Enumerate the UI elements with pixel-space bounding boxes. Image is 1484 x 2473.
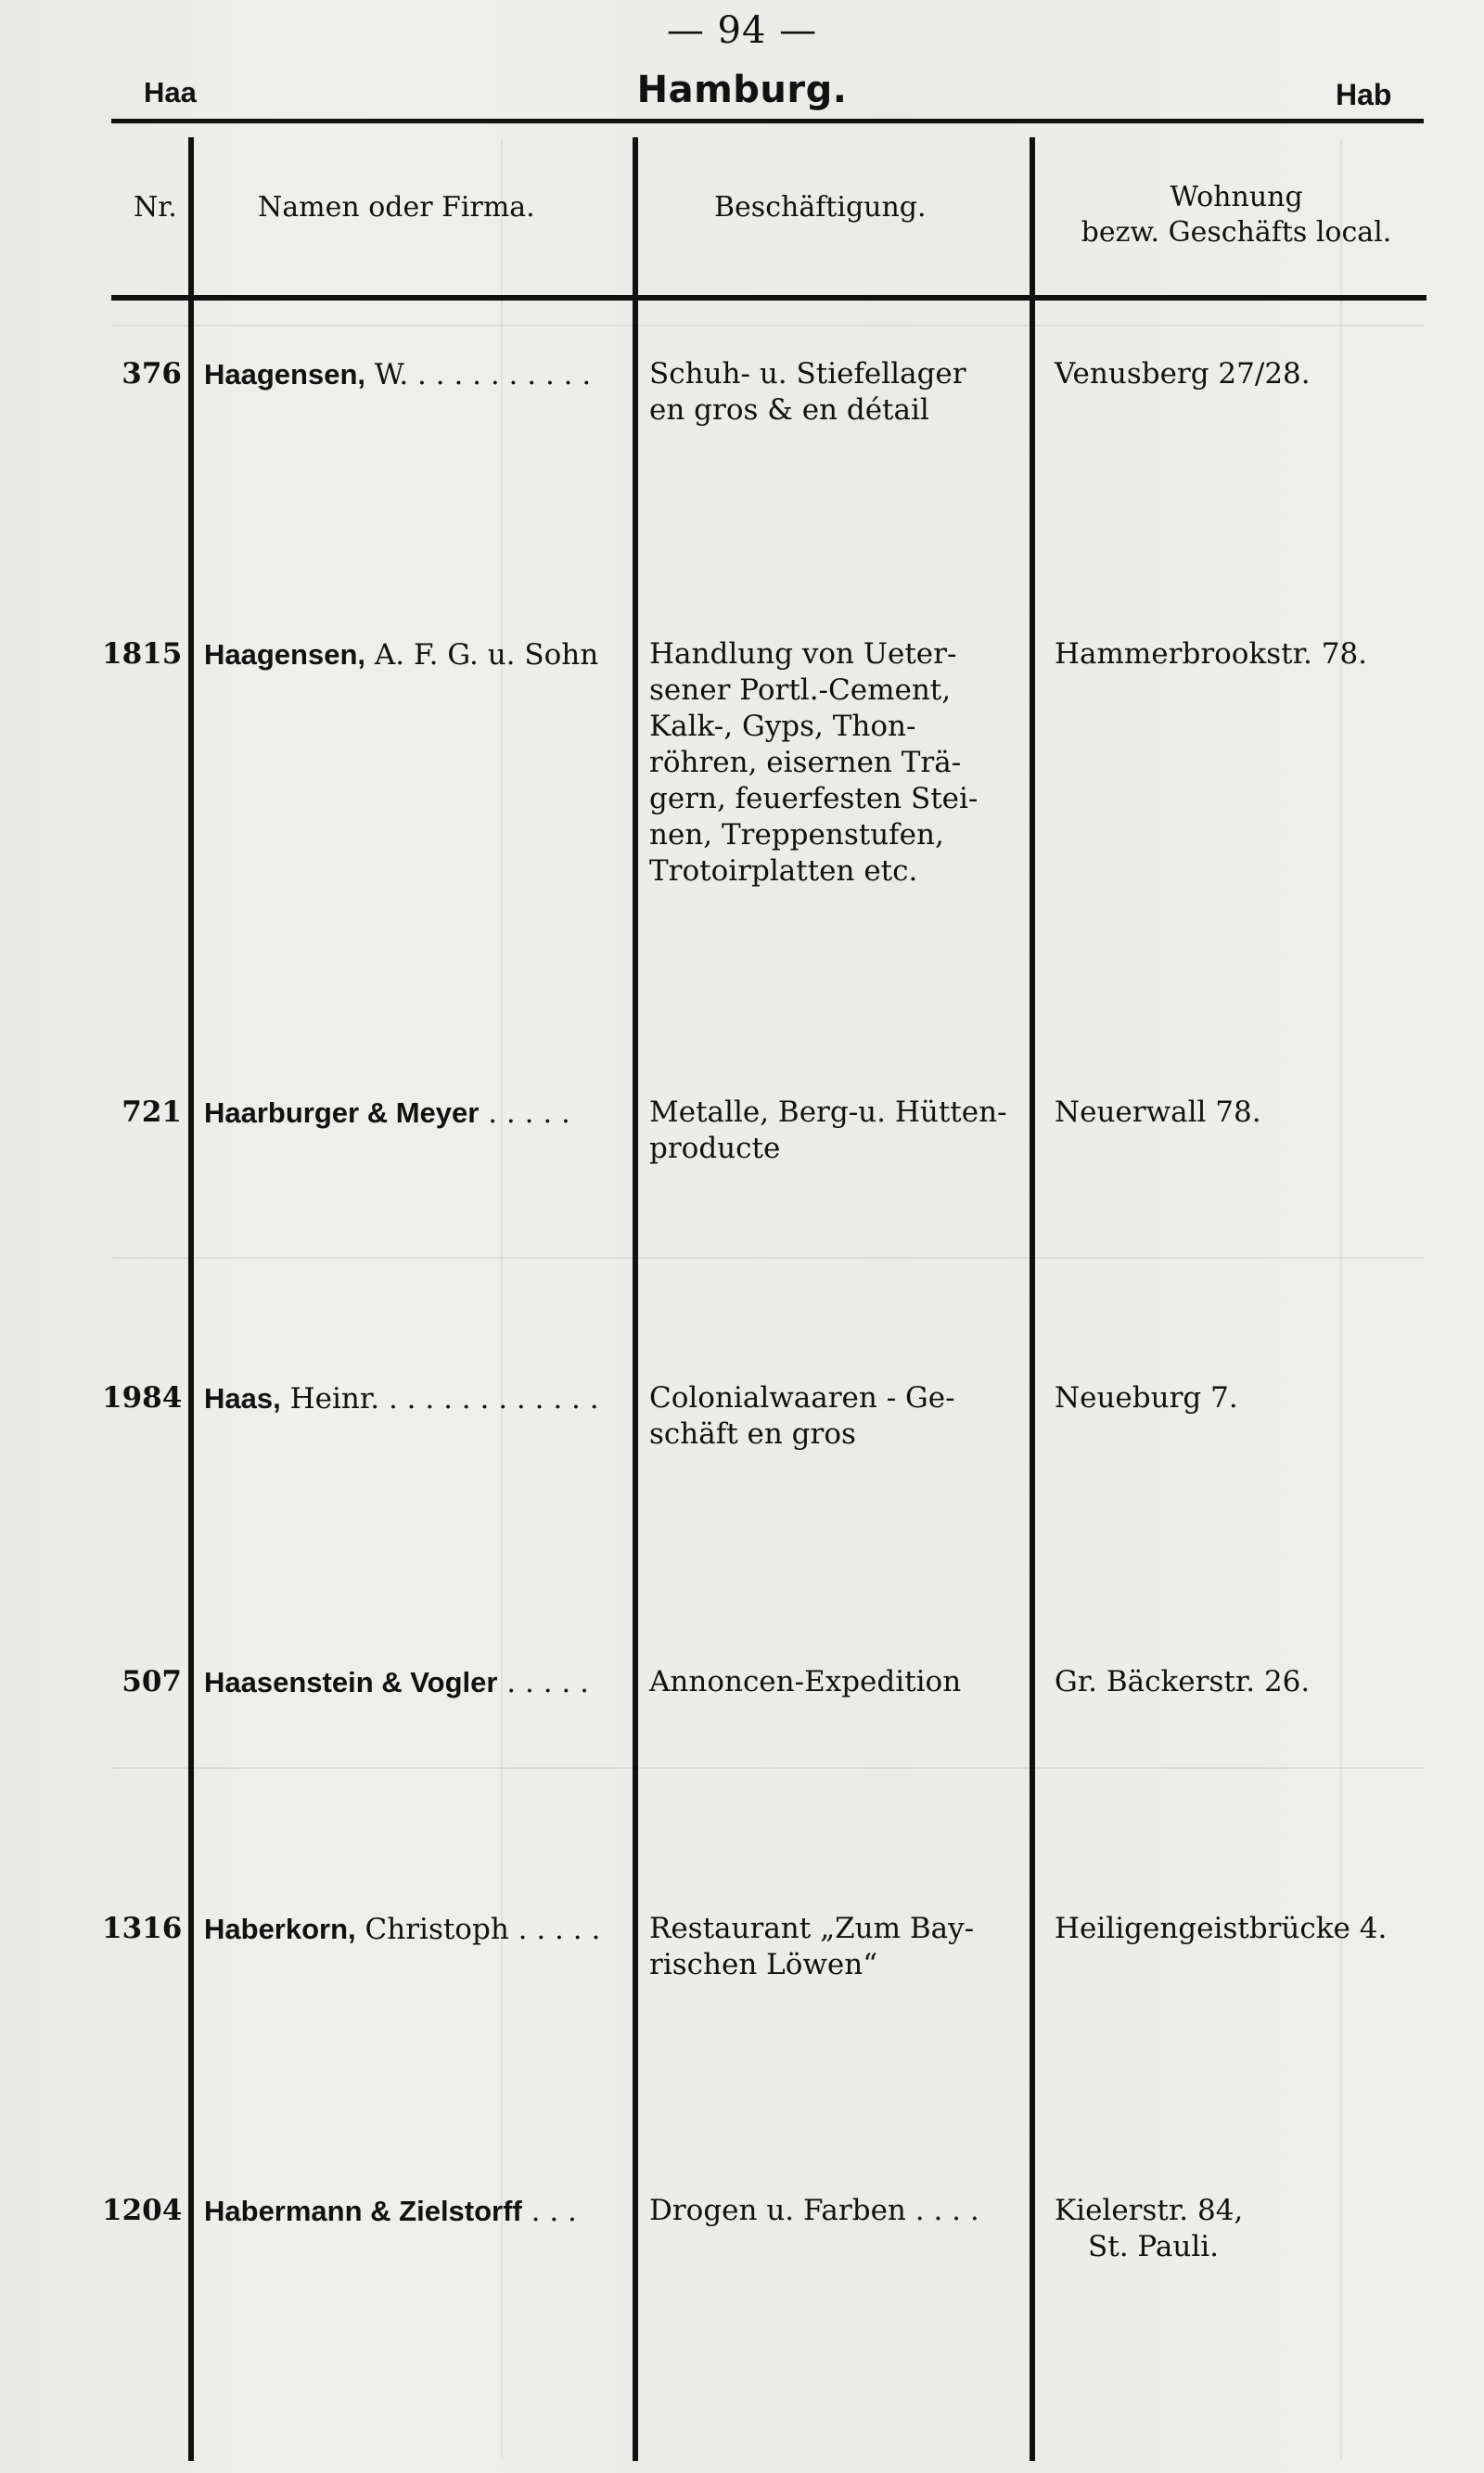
address-line: Venusberg 27/28. — [1055, 357, 1311, 391]
entry-occupation — [649, 1664, 1024, 1700]
occupation-line: Colonialwaaren - Ge- — [649, 1381, 955, 1415]
header-rule — [111, 295, 1426, 301]
occupation-line: gern, feuerfesten Stei- — [649, 782, 979, 815]
paper-texture — [501, 139, 503, 2458]
address-line: Kielerstr. 84, — [1055, 2194, 1244, 2227]
address-line: Neueburg 7. — [1055, 1381, 1238, 1415]
address-line: Heiligengeistbrücke 4. — [1055, 1912, 1388, 1945]
entry-name-bold: Habermann & Zielstorff — [204, 2195, 522, 2227]
address-line: St. Pauli. — [1088, 2230, 1219, 2263]
occupation-line: Restaurant „Zum Bay- — [649, 1912, 975, 1945]
entry-name-bold: Haberkorn, — [204, 1913, 356, 1945]
column-header-address — [1046, 180, 1426, 250]
entry-name-bold: Haas, — [204, 1382, 281, 1415]
column-header-name: Namen oder Firma. — [258, 191, 535, 224]
occupation-line: Handlung von Ueter- — [649, 637, 957, 671]
entry-name-rest: . . . . . — [479, 1096, 570, 1130]
column-header-nr: Nr. — [134, 191, 177, 224]
entry-occupation — [649, 1911, 1024, 1983]
entry-name — [204, 1095, 626, 1132]
entry-address — [1055, 356, 1453, 392]
entry-address — [1055, 636, 1453, 673]
occupation-line: schäft en gros — [649, 1417, 856, 1451]
column-divider-1 — [188, 137, 194, 2461]
entry-address — [1055, 1095, 1453, 1131]
entry-address — [1055, 1380, 1453, 1416]
column-divider-2 — [633, 137, 638, 2461]
paper-texture — [111, 325, 1424, 327]
entry-name-rest: Heinr. . . . . . . . . . . . . — [280, 1382, 599, 1416]
top-rule — [111, 119, 1424, 123]
occupation-line: sener Portl.-Cement, — [649, 673, 952, 707]
entry-number: 376 — [122, 357, 182, 391]
occupation-line: Annoncen-Expedition — [649, 1665, 962, 1698]
entry-name-rest: A. F. G. u. Sohn — [365, 638, 599, 672]
entry-name-bold: Haasenstein & Vogler — [204, 1666, 498, 1698]
running-head-left: Haa — [144, 76, 197, 109]
entry-occupation — [649, 2193, 1024, 2229]
entry-occupation — [649, 1380, 1024, 1453]
column-header-address-line1: Wohnung — [1170, 181, 1303, 213]
occupation-line: Schuh- u. Stiefellager — [649, 357, 966, 391]
entry-occupation — [649, 356, 1024, 429]
entry-address — [1055, 1664, 1453, 1700]
paper-texture — [1340, 139, 1342, 2458]
entry-name-bold: Haagensen, — [204, 638, 366, 671]
entry-name — [204, 1380, 626, 1417]
entry-number: 1316 — [102, 1912, 183, 1945]
entry-name-rest: . . . — [521, 2195, 577, 2228]
entry-number: 1815 — [102, 637, 183, 671]
paper-texture — [111, 1767, 1424, 1769]
entry-number: 507 — [122, 1665, 182, 1698]
occupation-line: Kalk-, Gyps, Thon- — [649, 710, 916, 743]
entry-address — [1055, 2193, 1453, 2265]
entry-name — [204, 636, 626, 673]
entry-name-bold: Haarburger & Meyer — [204, 1096, 480, 1129]
address-line: Neuerwall 78. — [1055, 1096, 1261, 1129]
entry-occupation — [649, 1095, 1024, 1167]
occupation-line: nen, Treppenstufen, — [649, 818, 944, 852]
occupation-line: Metalle, Berg-u. Hütten- — [649, 1096, 1007, 1129]
entry-name-bold: Haagensen, — [204, 358, 366, 391]
entry-number: 721 — [122, 1096, 182, 1129]
address-line: Gr. Bäckerstr. 26. — [1055, 1665, 1311, 1698]
occupation-line: producte — [649, 1132, 781, 1165]
entry-name — [204, 1911, 626, 1948]
column-header-address-line2: bezw. Geschäfts local. — [1081, 216, 1392, 249]
entry-number: 1984 — [102, 1381, 183, 1415]
address-line: Hammerbrookstr. 78. — [1055, 637, 1368, 671]
running-head-right: Hab — [1336, 78, 1392, 111]
entry-number: 1204 — [102, 2194, 183, 2227]
paper-texture — [111, 1257, 1424, 1259]
occupation-line: Drogen u. Farben . . . . — [649, 2194, 979, 2227]
entry-name — [204, 2193, 626, 2230]
entry-name-rest: W. . . . . . . . . . . — [365, 358, 592, 391]
entry-name-rest: Christoph . . . . . — [355, 1913, 601, 1946]
entry-name — [204, 356, 626, 393]
occupation-line: Trotoirplatten etc. — [649, 854, 918, 888]
entry-name — [204, 1664, 626, 1701]
page-number: — 94 — — [666, 9, 818, 52]
column-divider-3 — [1030, 137, 1035, 2461]
entry-occupation — [649, 636, 1024, 890]
occupation-line: rischen Löwen“ — [649, 1948, 878, 1981]
column-header-occupation: Beschäftigung. — [714, 191, 927, 224]
occupation-line: en gros & en détail — [649, 393, 929, 427]
entry-name-rest: . . . . . — [497, 1666, 589, 1699]
entry-address — [1055, 1911, 1453, 1947]
page-title: Hamburg. — [636, 69, 848, 111]
occupation-line: röhren, eisernen Trä- — [649, 746, 962, 779]
